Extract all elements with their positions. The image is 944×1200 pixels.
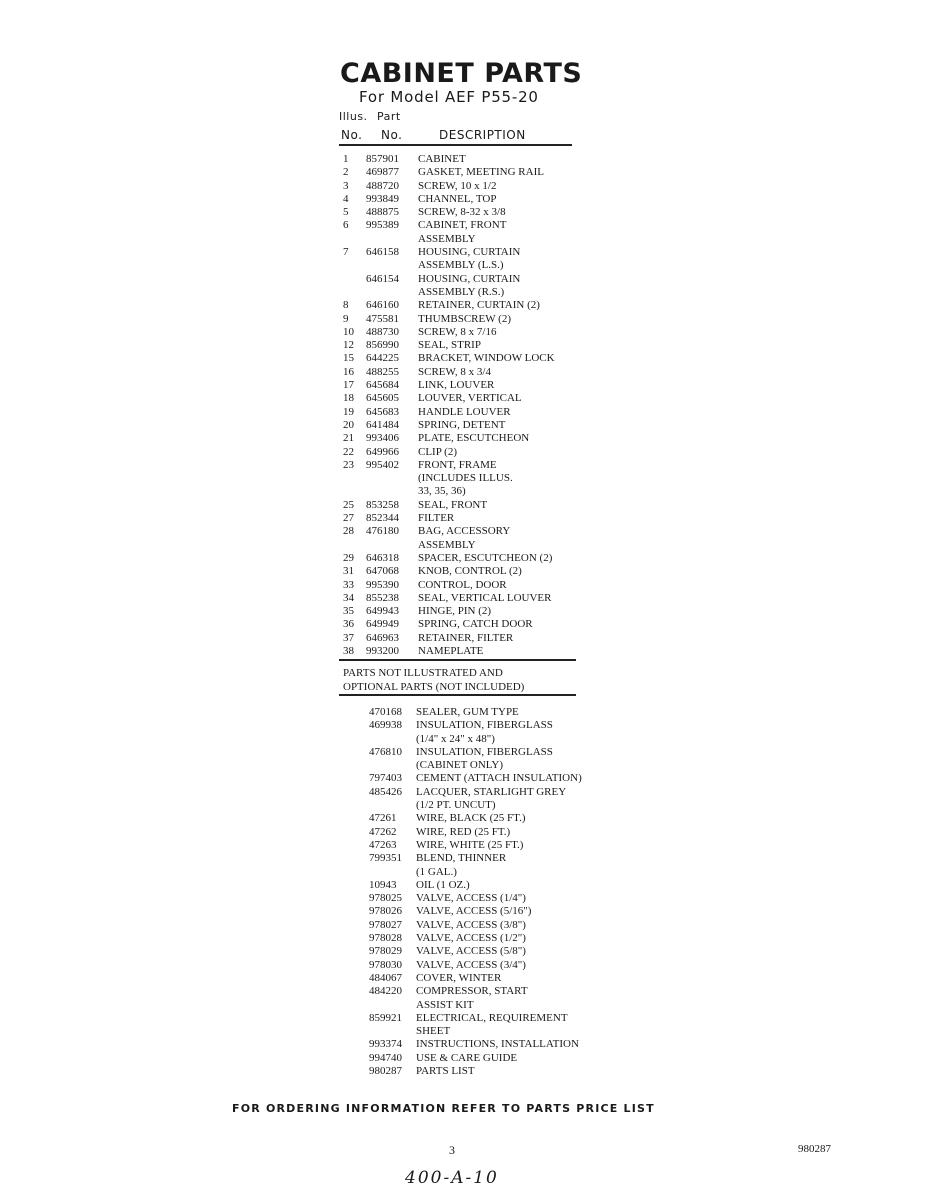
parts-row xyxy=(343,233,618,246)
part-description: HOUSING, CURTAIN xyxy=(418,246,521,259)
part-description: INSULATION, FIBERGLASS xyxy=(416,745,553,758)
optional-parts-row xyxy=(369,839,616,852)
parts-row xyxy=(343,552,618,565)
part-number: 995402 xyxy=(366,458,399,471)
part-number: 641484 xyxy=(366,418,399,431)
part-number: 476180 xyxy=(366,525,399,538)
parts-row xyxy=(343,246,618,259)
illus-number: 23 xyxy=(343,458,354,471)
part-number: 978029 xyxy=(369,945,402,958)
optional-parts-row xyxy=(369,959,616,972)
part-number xyxy=(366,539,418,552)
optional-heading-line1: PARTS NOT ILLUSTRATED AND xyxy=(343,667,503,679)
illus-number xyxy=(343,273,366,286)
parts-row xyxy=(343,339,618,352)
parts-row xyxy=(343,432,618,445)
part-description: ASSEMBLY xyxy=(418,232,476,245)
part-number: 978027 xyxy=(369,918,402,931)
part-description: THUMBSCREW (2) xyxy=(418,312,511,325)
part-number: 47262 xyxy=(369,825,397,838)
part-description: ELECTRICAL, REQUIREMENT xyxy=(416,1011,568,1024)
part-description: VALVE, ACCESS (1/2") xyxy=(416,932,526,945)
part-number xyxy=(369,759,416,772)
optional-parts-row xyxy=(369,812,616,825)
part-number: 994740 xyxy=(369,1051,402,1064)
part-description: SPACER, ESCUTCHEON (2) xyxy=(418,551,553,564)
parts-row xyxy=(343,219,618,232)
part-number: 993200 xyxy=(366,644,399,657)
document-code: 980287 xyxy=(798,1143,831,1155)
part-number xyxy=(366,259,418,272)
illus-number: 19 xyxy=(343,405,354,418)
part-description: CONTROL, DOOR xyxy=(418,578,507,591)
illus-number: 22 xyxy=(343,445,354,458)
part-number: 857901 xyxy=(366,153,399,165)
parts-row xyxy=(343,645,618,658)
part-number xyxy=(369,733,416,746)
part-number: 485426 xyxy=(369,785,402,798)
part-description: BRACKET, WINDOW LOCK xyxy=(418,352,555,365)
part-description: SCREW, 10 x 1/2 xyxy=(418,179,497,192)
parts-row xyxy=(343,352,618,365)
part-number: 469877 xyxy=(366,166,399,179)
part-description: BAG, ACCESSORY xyxy=(418,525,511,538)
part-description: ASSEMBLY xyxy=(418,538,476,551)
part-description: SHEET xyxy=(416,1025,451,1038)
illus-number: 31 xyxy=(343,565,354,578)
optional-parts-row xyxy=(369,1012,616,1025)
part-description: VALVE, ACCESS (5/8") xyxy=(416,945,526,958)
part-description: SEALER, GUM TYPE xyxy=(416,706,519,718)
parts-row xyxy=(343,499,618,512)
parts-row xyxy=(343,153,618,166)
part-description: ASSIST KIT xyxy=(416,998,474,1011)
part-description: PLATE, ESCUTCHEON xyxy=(418,432,530,445)
part-description: HINGE, PIN (2) xyxy=(418,605,492,618)
part-description: WIRE, BLACK (25 FT.) xyxy=(416,812,526,825)
illus-number: 36 xyxy=(343,618,354,631)
part-description: VALVE, ACCESS (3/4") xyxy=(416,958,526,971)
part-description: INSULATION, FIBERGLASS xyxy=(416,719,553,732)
parts-row xyxy=(343,472,618,485)
optional-parts-row xyxy=(369,746,616,759)
illus-number: 7 xyxy=(343,246,349,259)
illus-number: 3 xyxy=(343,179,349,192)
illus-number: 21 xyxy=(343,432,354,445)
illus-number: 16 xyxy=(343,365,354,378)
parts-row xyxy=(343,313,618,326)
part-description: RETAINER, FILTER xyxy=(418,631,514,644)
part-number: 47261 xyxy=(369,812,397,825)
part-number xyxy=(369,799,416,812)
parts-row xyxy=(343,565,618,578)
part-number: 978026 xyxy=(369,905,402,918)
illus-number xyxy=(343,472,366,485)
part-description: KNOB, CONTROL (2) xyxy=(418,565,522,578)
part-description: SPRING, DETENT xyxy=(418,418,506,431)
part-description: OIL (1 OZ.) xyxy=(416,878,470,891)
illus-number: 15 xyxy=(343,352,354,365)
part-description: (CABINET ONLY) xyxy=(416,759,503,772)
part-number: 852344 xyxy=(366,512,399,525)
part-number: 649966 xyxy=(366,445,399,458)
illus-number: 28 xyxy=(343,525,354,538)
part-number: 993374 xyxy=(369,1038,402,1051)
parts-row xyxy=(343,392,618,405)
part-description: HANDLE LOUVER xyxy=(418,405,511,418)
part-description: FILTER xyxy=(418,512,455,525)
part-description: CHANNEL, TOP xyxy=(418,192,497,205)
parts-row xyxy=(343,326,618,339)
page-title: CABINET PARTS xyxy=(340,58,583,89)
optional-parts-row xyxy=(369,1052,616,1065)
part-description: (1/4" x 24" x 48") xyxy=(416,732,495,745)
illus-number: 37 xyxy=(343,631,354,644)
parts-row xyxy=(343,512,618,525)
part-number xyxy=(369,866,416,879)
part-description: PARTS LIST xyxy=(416,1065,475,1078)
part-description: SCREW, 8 x 7/16 xyxy=(418,325,497,338)
parts-end-rule xyxy=(339,659,576,661)
parts-row xyxy=(343,632,618,645)
illus-number: 20 xyxy=(343,418,354,431)
header-illus-line2: No. xyxy=(341,128,363,142)
header-illus-line1: Illus. xyxy=(339,110,368,123)
part-description: SCREW, 8-32 x 3/8 xyxy=(418,206,506,219)
optional-parts-row xyxy=(369,1065,616,1078)
optional-parts-row xyxy=(369,852,616,865)
part-description: INSTRUCTIONS, INSTALLATION xyxy=(416,1038,579,1051)
illus-number: 1 xyxy=(343,153,349,165)
part-number: 476810 xyxy=(369,745,402,758)
part-number: 488720 xyxy=(366,179,399,192)
part-number: 645684 xyxy=(366,379,399,392)
part-description: WIRE, WHITE (25 FT.) xyxy=(416,838,524,851)
part-number: 470168 xyxy=(369,706,402,718)
part-description: SEAL, FRONT xyxy=(418,498,488,511)
optional-parts-row xyxy=(369,972,616,985)
part-number: 488255 xyxy=(366,365,399,378)
part-description: NAMEPLATE xyxy=(418,644,484,657)
optional-parts-row xyxy=(369,932,616,945)
illus-number xyxy=(343,233,366,246)
part-number: 978025 xyxy=(369,892,402,905)
optional-parts-list xyxy=(369,706,616,1078)
part-number xyxy=(366,233,418,246)
illus-number: 29 xyxy=(343,551,354,564)
optional-parts-row xyxy=(369,786,616,799)
part-number: 856990 xyxy=(366,339,399,352)
part-number: 978030 xyxy=(369,958,402,971)
parts-row xyxy=(343,539,618,552)
model-subtitle: For Model AEF P55-20 xyxy=(359,88,539,106)
parts-row xyxy=(343,206,618,219)
header-rule xyxy=(339,144,572,146)
part-description: CABINET xyxy=(418,153,466,165)
ordering-footer-note: FOR ORDERING INFORMATION REFER TO PARTS PRICE LIST xyxy=(232,1102,655,1115)
part-number: 646154 xyxy=(366,272,399,285)
illus-number: 38 xyxy=(343,644,354,657)
illus-number: 9 xyxy=(343,312,349,325)
part-description: BLEND, THINNER xyxy=(416,852,507,865)
part-number xyxy=(366,485,418,498)
optional-heading-rule xyxy=(339,694,576,696)
optional-parts-row xyxy=(369,945,616,958)
part-description: GASKET, MEETING RAIL xyxy=(418,166,544,179)
part-description: RETAINER, CURTAIN (2) xyxy=(418,299,540,312)
part-number: 859921 xyxy=(369,1011,402,1024)
optional-parts-row xyxy=(369,866,616,879)
part-description: SCREW, 8 x 3/4 xyxy=(418,365,491,378)
part-description: SPRING, CATCH DOOR xyxy=(418,618,533,631)
part-number xyxy=(369,999,416,1012)
part-description: LACQUER, STARLIGHT GREY xyxy=(416,785,567,798)
parts-row xyxy=(343,406,618,419)
parts-row xyxy=(343,180,618,193)
illus-number: 17 xyxy=(343,379,354,392)
illus-number: 2 xyxy=(343,166,349,179)
part-number: 475581 xyxy=(366,312,399,325)
parts-row xyxy=(343,379,618,392)
optional-parts-row xyxy=(369,826,616,839)
optional-parts-row xyxy=(369,733,616,746)
part-description: COMPRESSOR, START xyxy=(416,985,528,998)
part-number: 646158 xyxy=(366,246,399,259)
parts-row xyxy=(343,459,618,472)
part-description: VALVE, ACCESS (5/16") xyxy=(416,905,532,918)
optional-parts-row xyxy=(369,879,616,892)
optional-parts-row xyxy=(369,1025,616,1038)
illus-number: 5 xyxy=(343,206,349,219)
part-number: 647068 xyxy=(366,565,399,578)
part-number: 855238 xyxy=(366,591,399,604)
part-number xyxy=(366,286,418,299)
optional-parts-row xyxy=(369,999,616,1012)
part-number: 799351 xyxy=(369,852,402,865)
illus-number: 35 xyxy=(343,605,354,618)
part-description: (1 GAL.) xyxy=(416,865,457,878)
optional-heading-line2: OPTIONAL PARTS (NOT INCLUDED) xyxy=(343,681,525,693)
parts-row xyxy=(343,299,618,312)
optional-parts-row xyxy=(369,759,616,772)
part-number: 488730 xyxy=(366,325,399,338)
parts-row xyxy=(343,259,618,272)
part-number: 646160 xyxy=(366,299,399,312)
illus-number: 8 xyxy=(343,299,349,312)
optional-parts-row xyxy=(369,919,616,932)
optional-parts-row xyxy=(369,772,616,785)
part-description: FRONT, FRAME xyxy=(418,458,497,471)
illus-number xyxy=(343,286,366,299)
part-number: 645683 xyxy=(366,405,399,418)
parts-row xyxy=(343,618,618,631)
parts-row xyxy=(343,592,618,605)
parts-row xyxy=(343,366,618,379)
illus-number: 6 xyxy=(343,219,349,232)
part-description: 33, 35, 36) xyxy=(418,485,466,498)
parts-row xyxy=(343,273,618,286)
part-description: USE & CARE GUIDE xyxy=(416,1051,518,1064)
part-description: VALVE, ACCESS (3/8") xyxy=(416,918,526,931)
illus-number: 33 xyxy=(343,578,354,591)
parts-row xyxy=(343,166,618,179)
parts-row xyxy=(343,286,618,299)
part-description: ASSEMBLY (R.S.) xyxy=(418,285,505,298)
parts-row xyxy=(343,446,618,459)
part-description: SEAL, VERTICAL LOUVER xyxy=(418,591,552,604)
part-number: 978028 xyxy=(369,932,402,945)
handwritten-note: 400-A-10 xyxy=(405,1168,499,1188)
parts-row xyxy=(343,193,618,206)
illus-number: 4 xyxy=(343,192,349,205)
part-description: (1/2 PT. UNCUT) xyxy=(416,799,496,812)
optional-parts-row xyxy=(369,905,616,918)
part-description: HOUSING, CURTAIN xyxy=(418,272,521,285)
illus-number: 34 xyxy=(343,591,354,604)
part-number xyxy=(369,1025,416,1038)
part-number: 993849 xyxy=(366,192,399,205)
illus-number xyxy=(343,485,366,498)
part-description: WIRE, RED (25 FT.) xyxy=(416,825,511,838)
part-description: CLIP (2) xyxy=(418,445,458,458)
parts-row xyxy=(343,485,618,498)
optional-parts-row xyxy=(369,985,616,998)
header-part-line2: No. xyxy=(381,128,403,142)
part-number: 993406 xyxy=(366,432,399,445)
optional-parts-heading xyxy=(343,666,573,694)
illus-number: 25 xyxy=(343,498,354,511)
part-number: 797403 xyxy=(369,772,402,785)
part-number: 995390 xyxy=(366,578,399,591)
part-number: 47263 xyxy=(369,838,397,851)
part-number: 853258 xyxy=(366,498,399,511)
optional-parts-row xyxy=(369,719,616,732)
part-number: 646318 xyxy=(366,551,399,564)
part-description: CABINET, FRONT xyxy=(418,219,507,232)
part-number: 649949 xyxy=(366,618,399,631)
illus-number: 27 xyxy=(343,512,354,525)
part-description: LINK, LOUVER xyxy=(418,379,495,392)
illus-number: 10 xyxy=(343,325,354,338)
header-description: DESCRIPTION xyxy=(439,128,526,142)
illus-number xyxy=(343,259,366,272)
part-description: SEAL, STRIP xyxy=(418,339,481,352)
part-description: VALVE, ACCESS (1/4") xyxy=(416,892,526,905)
part-number: 995389 xyxy=(366,219,399,232)
part-number: 980287 xyxy=(369,1065,402,1078)
part-number: 469938 xyxy=(369,719,402,732)
illus-number: 18 xyxy=(343,392,354,405)
header-part-line1: Part xyxy=(377,110,401,123)
part-description: (INCLUDES ILLUS. xyxy=(418,472,513,485)
part-description: LOUVER, VERTICAL xyxy=(418,392,522,405)
part-number: 649943 xyxy=(366,605,399,618)
parts-row xyxy=(343,525,618,538)
part-description: ASSEMBLY (L.S.) xyxy=(418,259,504,272)
part-description: CEMENT (ATTACH INSULATION) xyxy=(416,772,582,785)
part-number: 484220 xyxy=(369,985,402,998)
optional-parts-row xyxy=(369,799,616,812)
illus-number xyxy=(343,539,366,552)
part-number: 488875 xyxy=(366,206,399,219)
part-number: 645605 xyxy=(366,392,399,405)
part-number: 646963 xyxy=(366,631,399,644)
part-number: 10943 xyxy=(369,878,397,891)
parts-row xyxy=(343,605,618,618)
part-number: 484067 xyxy=(369,971,402,984)
part-description: COVER, WINTER xyxy=(416,971,502,984)
part-number xyxy=(366,472,418,485)
part-number: 644225 xyxy=(366,352,399,365)
illus-number: 12 xyxy=(343,339,354,352)
parts-list xyxy=(343,153,618,658)
page-number: 3 xyxy=(449,1143,455,1157)
parts-row xyxy=(343,419,618,432)
parts-row xyxy=(343,579,618,592)
optional-parts-row xyxy=(369,1038,616,1051)
optional-parts-row xyxy=(369,706,616,719)
optional-parts-row xyxy=(369,892,616,905)
